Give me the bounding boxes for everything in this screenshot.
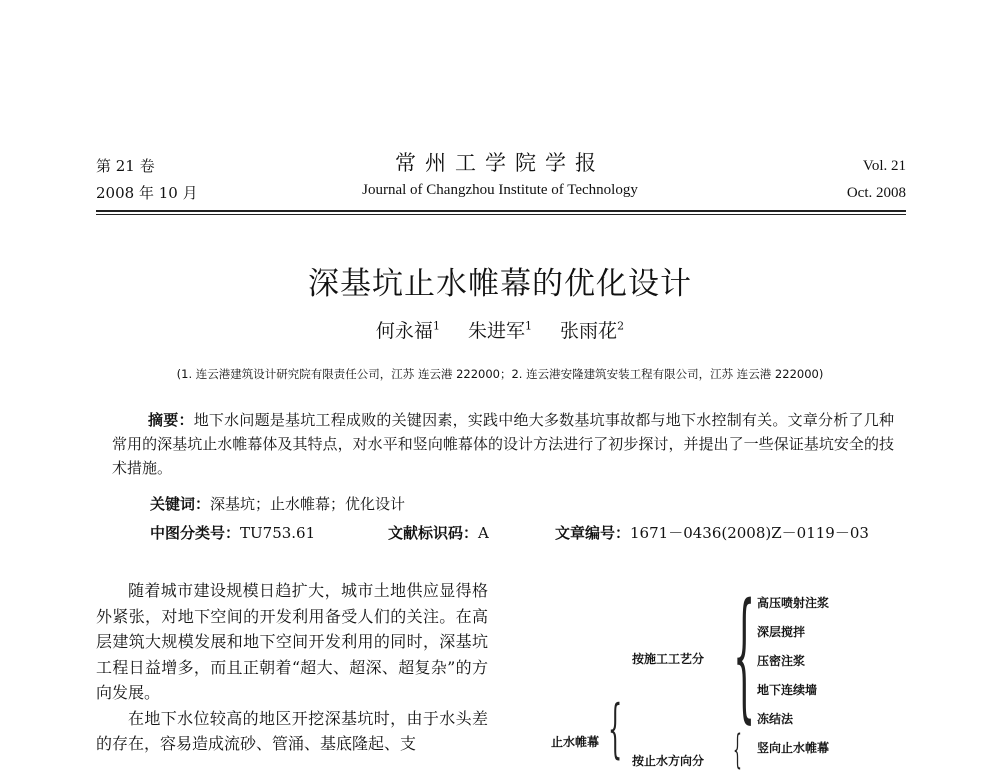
header-rule-thin — [96, 214, 906, 215]
body-text — [96, 578, 488, 757]
diagram-leaf: 高压喷射注浆 — [757, 596, 830, 610]
diagram-branch: 按止水方向分 — [632, 754, 705, 768]
keywords — [150, 493, 405, 514]
diagram-leaf: 压密注浆 — [757, 654, 806, 668]
author-name: 张雨花$^2$ — [560, 319, 625, 342]
paragraph: 在地下水位较高的地区开挖深基坑时，由于水头差的存在，容易造成流砂、管涌、基底隆起、支 — [96, 708, 488, 753]
document-code: 文献标识码：A — [388, 524, 489, 542]
article-number: 文章编号：1671－0436(2008)Z－0119－03 — [555, 524, 869, 542]
date-en: Oct. 2008 — [846, 185, 906, 201]
diagram-leaf: 竖向止水帷幕 — [757, 741, 830, 755]
author-name: 何永福$^1$ — [375, 319, 440, 342]
journal-title — [300, 148, 700, 202]
header-rule-thick — [96, 210, 906, 212]
root-brace: { — [608, 692, 623, 766]
affiliations: (1. 连云港建筑设计研究院有限责任公司，江苏 连云港 222000；2. 连云港安隆建筑安装工程有限公司，江苏 连云港 222000) — [176, 367, 824, 381]
issue-info-en — [847, 153, 906, 207]
clc-number: 中图分类号：TU753.61 — [150, 524, 316, 542]
keywords-label: 关键词： — [150, 495, 211, 513]
diagram-branch: 按施工工艺分 — [632, 652, 705, 666]
diagram-leaf: 深层搅拌 — [757, 625, 806, 639]
journal-name-cn: 常州工学院学报 — [395, 151, 605, 175]
author-list — [0, 316, 1000, 343]
abstract — [112, 408, 894, 480]
volume-label: 第 21 卷 — [96, 157, 155, 175]
issue-info — [96, 153, 198, 207]
branch2-brace: { — [733, 727, 742, 773]
journal-name-en: Journal of Changzhou Institute of Technology — [362, 182, 638, 198]
volume-en: Vol. 21 — [862, 158, 906, 174]
diagram-leaf: 地下连续墙 — [757, 683, 818, 697]
paragraph: 随着城市建设规模日趋扩大，城市土地供应显得格外紧张，对地下空间的开发利用备受人们的关注。在高层建筑大规模发展和地下空间开发利用的同时，深基坑工程日益增多，而且正朝着“超大、超深、超复杂”的方向发展。 — [96, 581, 488, 702]
keywords-text: 深基坑；止水帷幕；优化设计 — [210, 495, 406, 513]
diagram-leaf: 冻结法 — [757, 712, 794, 726]
branch1-brace: { — [733, 574, 756, 737]
issue-date: 2008 年 10 月 — [96, 184, 198, 202]
abstract-text: 地下水问题是基坑工程成败的关键因素，实践中绝大多数基坑事故都与地下水控制有关。文章分析了几种常用的深基坑止水帷幕体及其特点，对水平和竖向帷幕体的设计方法进行了初步探讨，并提出了一些保证基坑安全的技术措施。 — [112, 411, 894, 477]
diagram-root: 止水帷幕 — [551, 735, 600, 749]
author-name: 朱进军$^1$ — [467, 319, 532, 342]
paper-title: 深基坑止水帷幕的优化设计 — [308, 266, 692, 302]
abstract-label: 摘要： — [148, 411, 194, 429]
